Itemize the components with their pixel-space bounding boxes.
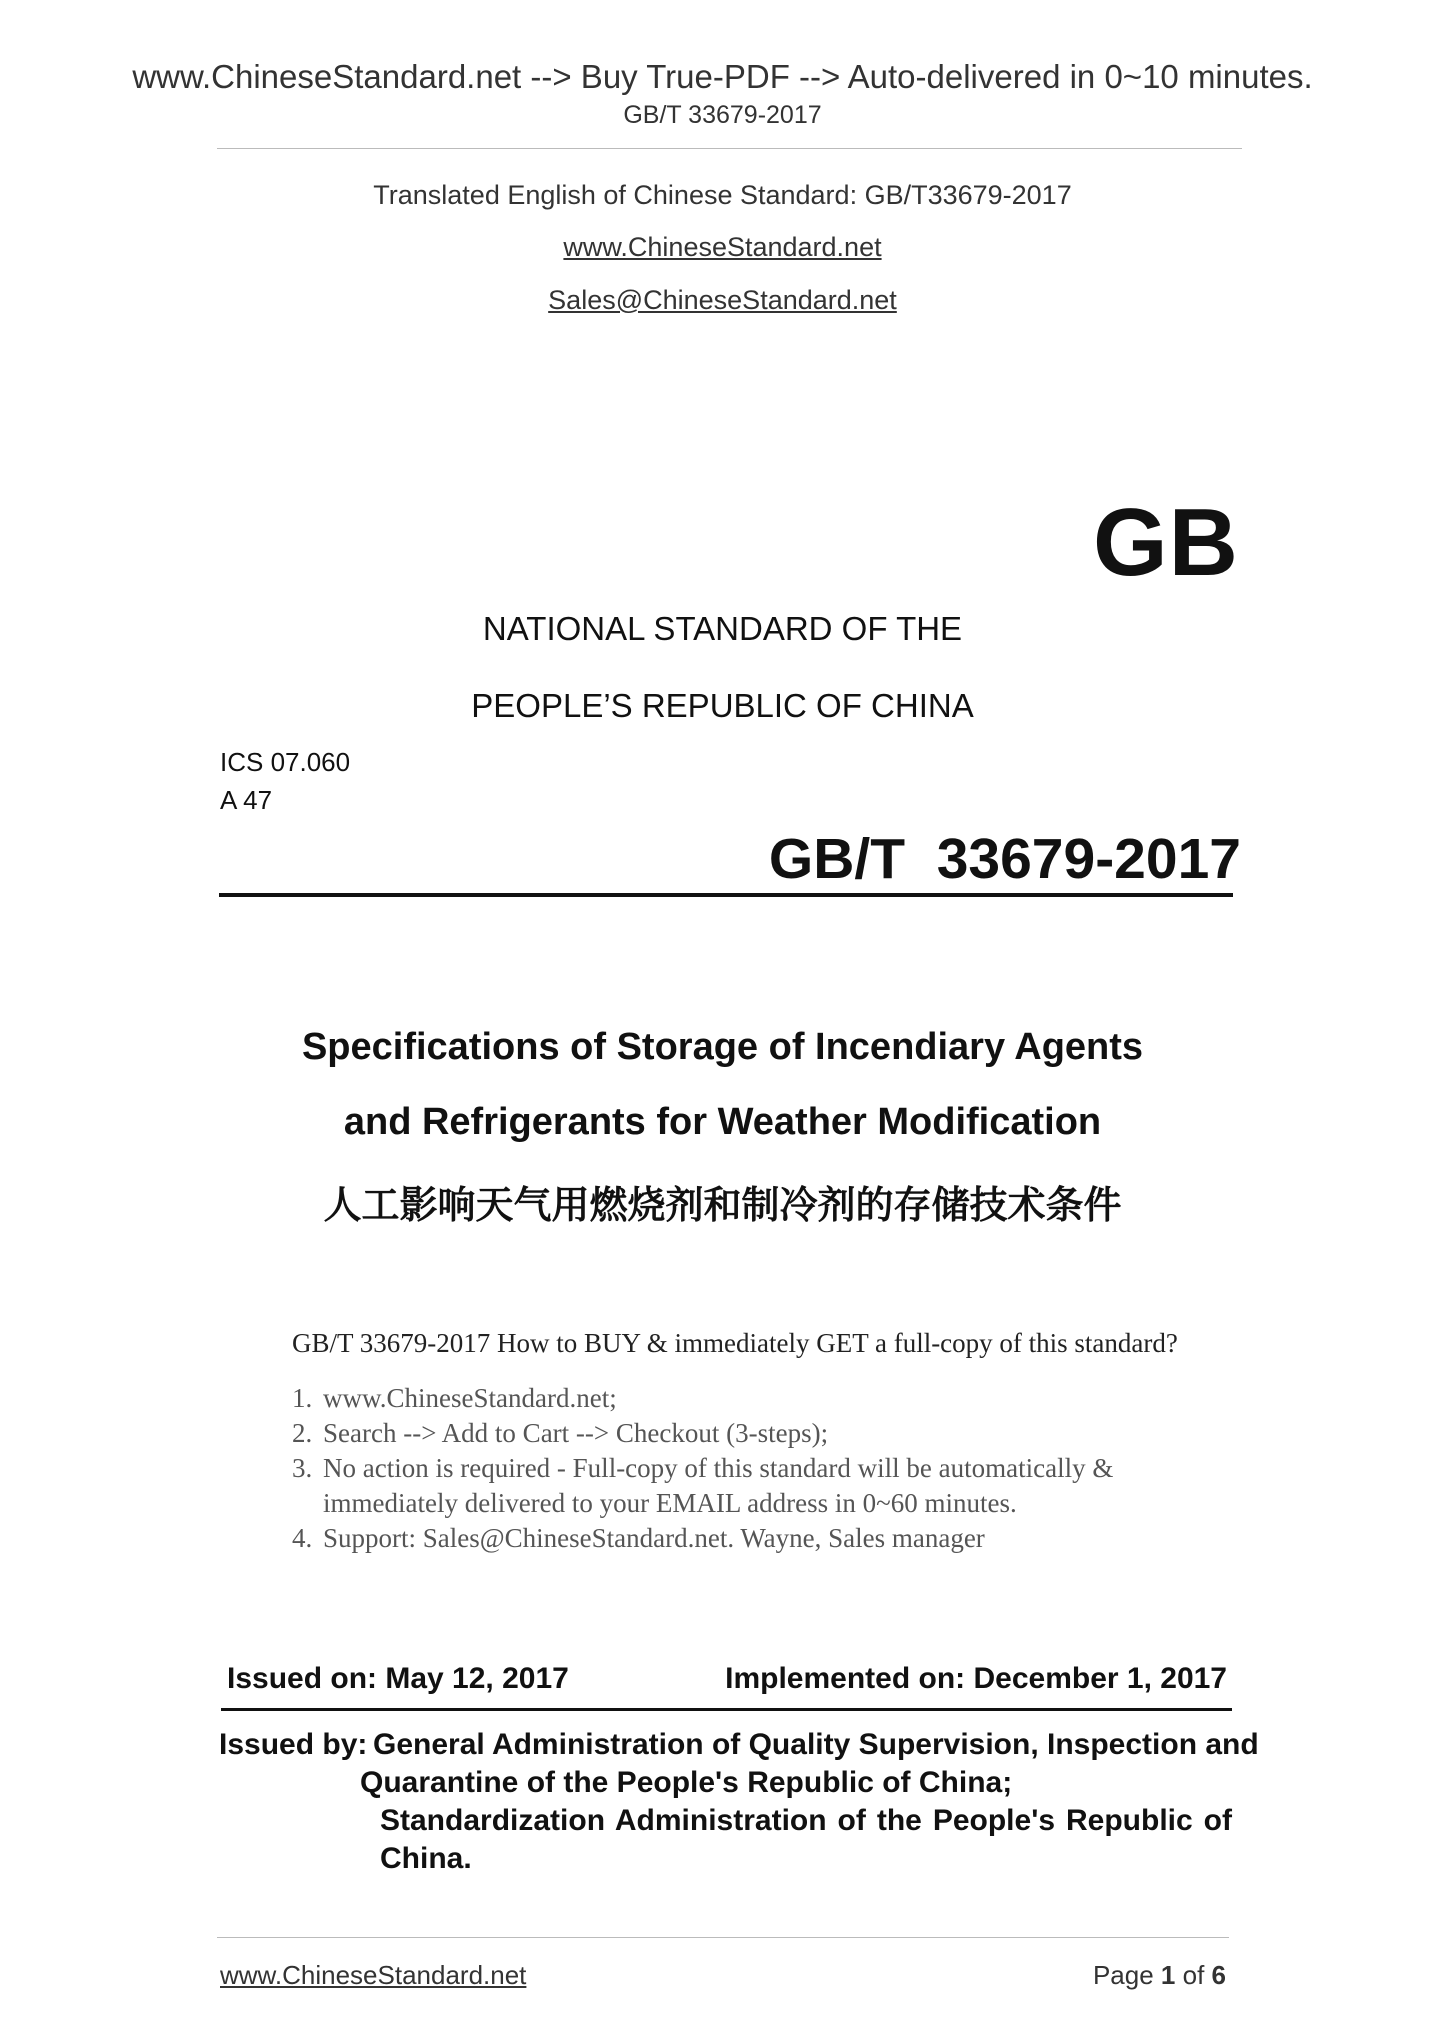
step-number: 1. (292, 1383, 313, 1413)
national-standard-line1: NATIONAL STANDARD OF THE (482, 610, 963, 647)
issued-by-label: Issued by: (219, 1728, 368, 1761)
issuer-1-line2: Quarantine of the People's Republic of China; (360, 1766, 1013, 1799)
step-text: No action is required - Full-copy of this standard will be automatically & (323, 1453, 1114, 1483)
title-english-line2: and Refrigerants for Weather Modification (343, 1101, 1102, 1143)
howto-step (292, 1451, 1113, 1521)
issued-on-date: Issued on: May 12, 2017 (227, 1662, 569, 1695)
issue-divider (221, 1708, 1232, 1711)
national-standard-line2: PEOPLE’S REPUBLIC OF CHINA (471, 687, 974, 724)
step-number: 2. (292, 1418, 313, 1448)
ccs-code: A 47 (220, 785, 273, 815)
issuer-2-line1: Standardization Administration of the People's Republic of (380, 1804, 1232, 1837)
issuer-1-line1: General Administration of Quality Supervision, Inspection and (373, 1728, 1259, 1761)
page-middle: of (1175, 1960, 1212, 1990)
howto-step (292, 1521, 1113, 1556)
step-text: Search --> Add to Cart --> Checkout (3-steps); (323, 1418, 829, 1448)
title-chinese: 人工影响天气用燃烧剂和制冷剂的存储技术条件 (323, 1185, 1122, 1227)
howto-step (292, 1381, 1113, 1416)
footer-website-link[interactable]: www.ChineseStandard.net (220, 1960, 527, 1990)
header-divider (217, 148, 1242, 149)
title-english-line1: Specifications of Storage of Incendiary Agents (301, 1026, 1144, 1068)
howto-steps (292, 1381, 1113, 1556)
website-link[interactable]: www.ChineseStandard.net (563, 232, 882, 262)
sales-email-link[interactable]: Sales@ChineseStandard.net (548, 285, 897, 315)
header-standard-code: GB/T 33679-2017 (623, 101, 822, 129)
standard-number: GB/T 33679-2017 (768, 827, 1241, 891)
step-number: 4. (292, 1523, 313, 1553)
step-text-continued: immediately delivered to your EMAIL address in 0~60 minutes. (323, 1488, 1017, 1518)
step-text: www.ChineseStandard.net; (323, 1383, 617, 1413)
howto-step (292, 1416, 1113, 1451)
page-current: 1 (1160, 1960, 1176, 1990)
standard-number-rule (219, 893, 1233, 897)
gb-mark: GB (1093, 489, 1239, 596)
issuer-2-line2: China. (380, 1842, 472, 1875)
page-prefix: Page (1092, 1960, 1161, 1990)
step-number: 3. (292, 1453, 313, 1483)
top-banner: www.ChineseStandard.net --> Buy True-PDF --> Auto-delivered in 0~10 minutes. (132, 58, 1313, 95)
footer-divider (217, 1937, 1229, 1938)
page-total: 6 (1211, 1960, 1226, 1990)
ics-code: ICS 07.060 (220, 747, 351, 777)
step-text: Support: Sales@ChineseStandard.net. Wayne, Sales manager (323, 1523, 985, 1553)
howto-heading: GB/T 33679-2017 How to BUY & immediately GET a full-copy of this standard? (292, 1328, 1178, 1358)
implemented-on-date: Implemented on: December 1, 2017 (725, 1662, 1227, 1695)
translated-note: Translated English of Chinese Standard: GB/T33679-2017 (373, 180, 1072, 210)
page-indicator (1093, 1960, 1226, 1991)
